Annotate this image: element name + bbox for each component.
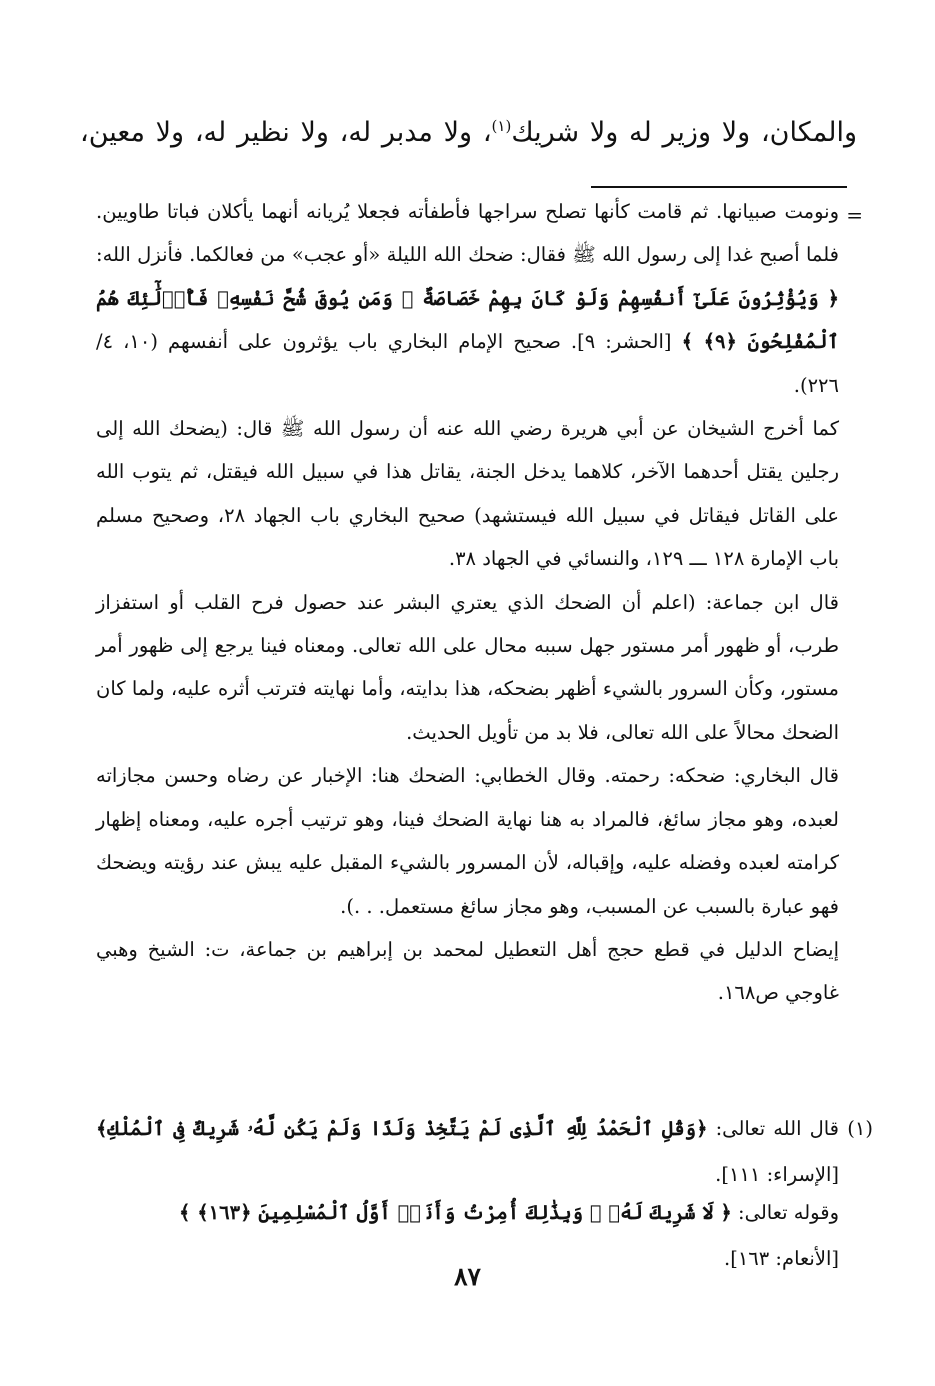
main-text-line xyxy=(80,108,857,158)
footnote-marker: (١) xyxy=(491,117,512,135)
footnote-separator xyxy=(591,186,847,188)
main-text-before: والمكان، ولا وزير له ولا شريك xyxy=(511,117,857,148)
page-number: ٨٧ xyxy=(454,1262,481,1291)
quran-verse: ﴿وَقُلِ ٱلْحَمْدُ لِلَّهِ ٱلَّذِى لَمْ يَتَّخِذْ وَلَدًا وَلَمْ يَكُن لَّهُۥ شَرِيكٌ فِى ٱلْمُلْكِ﴾ xyxy=(96,1117,708,1140)
note-paragraph: ونومت صبيانها. ثم قامت كأنها تصلح سراجها فأطفأته فجعلا يُريانه أنهما يأكلان فباتا طاويين. فلما أصبح غدا إلى رسول الله ﷺ فقال: ضحك الله الليلة «أو عجب» من فعالكما. فأنزل الله: ﴿ وَيُؤْثِرُونَ عَلَىٰٓ أَنفُسِهِمْ وَلَوْ كَانَ بِهِمْ خَصَاصَةٌ ۚ وَمَن يُوقَ شُحَّ نَفْسِهِۦ فَأُو۟لَٰٓئِكَ هُمُ ٱلْمُفْلِحُونَ ﴿٩﴾ ﴾ [الحشر: ٩]. صحيح الإمام البخاري باب يؤثرون على أنفسهم (١٠، ٤/ ٢٢٦). xyxy=(96,200,839,397)
footnote-1-continued: وقوله تعالى: ﴿ لَا شَرِيكَ لَهُۥ ۖ وَبِذَٰلِكَ أُمِرْتُ وَأَنَا۠ أَوَّلُ ٱلْمُسْلِمِينَ ﴿١٦٣﴾ ﴾ [الأنعام: ١٦٣]. xyxy=(179,1201,839,1270)
footnote-1: (١) قال الله تعالى: ﴿وَقُلِ ٱلْحَمْدُ لِلَّهِ ٱلَّذِى لَمْ يَتَّخِذْ وَلَدًا وَلَمْ يَكُن لَّهُۥ شَرِيكٌ فِى ٱلْمُلْكِ﴾ [الإسراء: ١١١]. xyxy=(96,1106,839,1198)
quran-verse: ﴿ لَا شَرِيكَ لَهُۥ ۖ وَبِذَٰلِكَ أُمِرْتُ وَأَنَا۠ أَوَّلُ ٱلْمُسْلِمِينَ ﴿١٦٣﴾ ﴾ xyxy=(179,1201,732,1224)
main-text-after: ، ولا مدبر له، ولا نظير له، ولا معين، xyxy=(80,117,492,148)
note-paragraph: كما أخرج الشيخان عن أبي هريرة رضي الله عنه أن رسول الله ﷺ قال: (يضحك الله إلى رجلين يقتل أحدهما الآخر، كلاهما يدخل الجنة، يقاتل هذا في سبيل الله فيقتل، ثم يتوب الله على القاتل فيقاتل في سبيل الله فيستشهد) صحيح البخاري باب الجهاد ٢٨، وصحيح مسلم باب الإمارة ١٢٨ ـــ ١٢٩، والنسائي في الجهاد ٣٨. xyxy=(96,417,839,571)
note-paragraph: قال ابن جماعة: (اعلم أن الضحك الذي يعتري البشر عند حصول فرح القلب أو استفزاز طرب، أو ظهور أمر مستور جهل سببه محال على الله تعالى. ومعناه فينا يرجع إلى ظهور أمر مستور، وكأن السرور بالشيء أظهر بضحكه، هذا بدايته، وأما نهايته فترتب أثره عليه، ولما كان الضحك محالاً على الله تعالى، فلا بد من تأويل الحديث. xyxy=(96,590,839,744)
continuation-mark: = xyxy=(846,203,863,227)
footnotes-block xyxy=(96,190,839,1015)
quran-verse: ﴿ وَيُؤْثِرُونَ عَلَىٰٓ أَنفُسِهِمْ وَلَوْ كَانَ بِهِمْ خَصَاصَةٌ ۚ وَمَن يُوقَ شُحَّ نَفْسِهِۦ فَأُو۟لَٰٓئِكَ هُمُ ٱلْمُفْلِحُونَ ﴿٩﴾ ﴾ xyxy=(96,286,839,354)
note-paragraph: قال البخاري: ضحكه: رحمته. وقال الخطابي: الضحك هنا: الإخبار عن رضاه وحسن مجازاته لعبده، وهو مجاز سائغ، فالمراد به هنا نهاية الضحك فينا، وهو ترتيب أجره عليه، ومعناه إظهار كرامته لعبده وفضله عليه، وإقباله، لأن المسرور بالشيء المقبل عليه يبش عند رؤيته ويضحك فهو عبارة بالسبب عن المسبب، وهو مجاز سائغ مستعمل. . .). xyxy=(96,764,839,918)
note-paragraph: إيضاح الدليل في قطع حجج أهل التعطيل لمحمد بن إبراهيم بن جماعة، ت: الشيخ وهبي غاوجي ص١٦٨. xyxy=(96,937,839,1005)
footnote-number: (١) xyxy=(847,1117,873,1140)
